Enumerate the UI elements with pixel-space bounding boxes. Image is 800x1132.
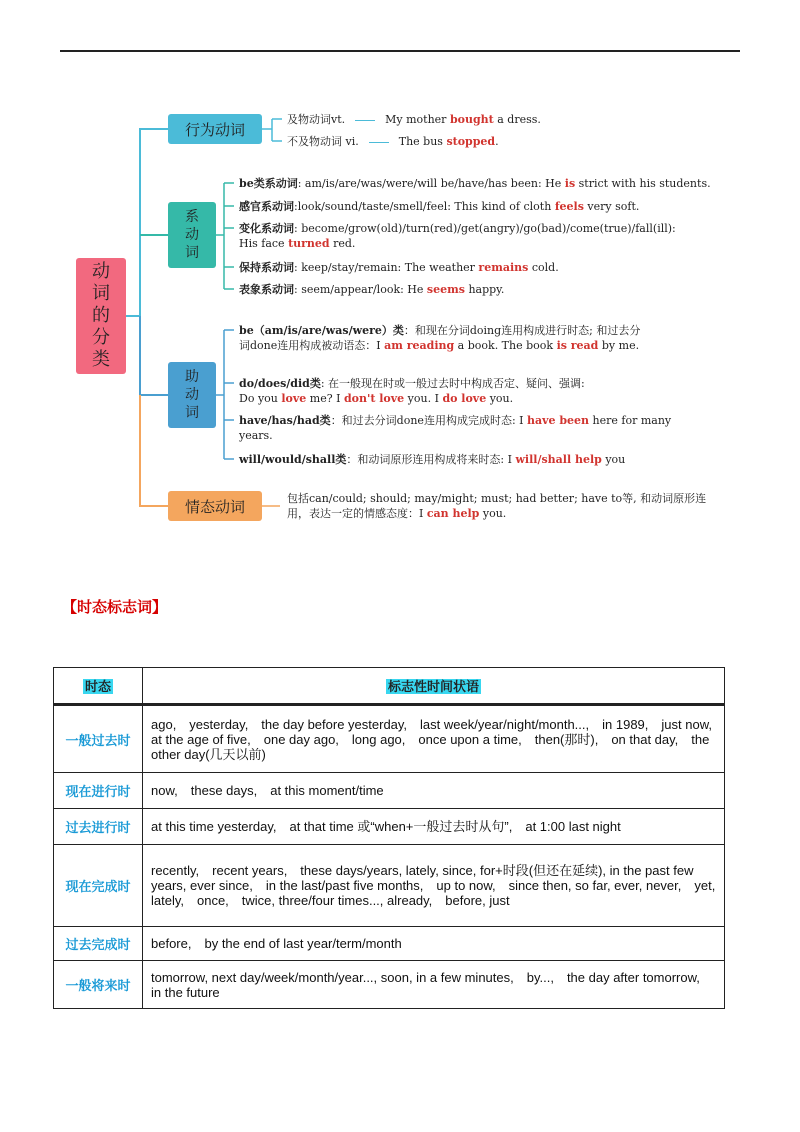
table-header-row xyxy=(54,668,725,705)
tense-markers: at this time yesterday, at that time 或“when+一般过去时从句”, at 1:00 last night xyxy=(143,809,725,845)
table-row xyxy=(54,927,725,961)
branch-xingwei: 行为动词 xyxy=(168,114,262,144)
branch-zhu-char: 词 xyxy=(185,405,199,421)
leaf-change-linking: 变化系动词: become/grow(old)/turn(red)/get(angry)/go(bad)/come(true)/fall(ill): His face turned red. xyxy=(239,222,676,250)
tense-markers: before, by the end of last year/term/month xyxy=(143,927,725,961)
tense-markers: tomorrow, next day/week/month/year..., soon, in a few minutes, by..., the day after tomorrow, in the future xyxy=(143,961,725,1009)
branch-zhu-char: 动 xyxy=(185,387,199,403)
leaf-aux-be: be（am/is/are/was/were）类：和现在分词doing连用构成进行时态; 和过去分词done连用构成被动语态：I am reading a book. The book is read by me. xyxy=(239,324,641,352)
branch-xi-char: 词 xyxy=(185,245,199,261)
section-title: 【时态标志词】 xyxy=(62,598,168,616)
leaf-sense-linking: 感官系动词:look/sound/taste/smell/feel: This kind of cloth feels very soft. xyxy=(239,200,640,213)
tense-name: 一般将来时 xyxy=(54,961,143,1009)
leaf-keep-linking: 保持系动词: keep/stay/remain: The weather remains cold. xyxy=(239,261,559,274)
tense-markers: ago, yesterday, the day before yesterday, last week/year/night/month..., in 1989, just now, at the age of five, one day ago, long ago, once upon a time, then(那时), on that day, the other day(几天以前) xyxy=(143,705,725,773)
table-row xyxy=(54,773,725,809)
tense-markers: recently, recent years, these days/years, lately, since, for+时段(但还在延续), in the past few years, ever since, in the last/past five months, up to now, since then, so far, ever, never, yet, lately, once, twice, three/four times..., already, before, just xyxy=(143,845,725,927)
tense-name: 现在进行时 xyxy=(54,773,143,809)
table-row xyxy=(54,845,725,927)
header-markers: 标志性时间状语 xyxy=(143,668,725,705)
root-char: 词 xyxy=(92,283,110,304)
leaf-aux-have: have/has/had类：和过去分词done连用构成完成时态: I have been here for many years. xyxy=(239,414,672,442)
root-char: 动 xyxy=(92,261,110,282)
branch-qingtai: 情态动词 xyxy=(168,491,262,521)
tense-name: 过去完成时 xyxy=(54,927,143,961)
leaf-seem-linking: 表象系动词: seem/appear/look: He seems happy. xyxy=(239,283,505,296)
table-row xyxy=(54,809,725,845)
leaf-intransitive: 不及物动词 vi. The bus stopped. xyxy=(287,135,499,148)
root-char: 的 xyxy=(92,305,110,326)
tense-name: 一般过去时 xyxy=(54,705,143,773)
tense-name: 现在完成时 xyxy=(54,845,143,927)
root-node xyxy=(76,258,126,374)
leaf-transitive: 及物动词vt. My mother bought a dress. xyxy=(287,113,541,126)
leaf-modal: 包括can/could; should; may/might; must; had better; have to等, 和动词原形连用，表达一定的情感态度：I can help you. xyxy=(287,492,707,520)
tense-marker-table xyxy=(53,667,729,1009)
root-char: 类 xyxy=(92,349,110,370)
tense-name: 过去进行时 xyxy=(54,809,143,845)
leaf-be-linking: be类系动词: am/is/are/was/were/will be/have/has been: He is strict with his students. xyxy=(239,177,711,190)
branch-zhu xyxy=(168,362,216,428)
root-char: 分 xyxy=(92,327,110,348)
branch-xi xyxy=(168,202,216,268)
branch-zhu-char: 助 xyxy=(185,369,199,385)
leaf-aux-do: do/does/did类: 在一般现在时或一般过去时中构成否定、疑问、强调: Do you love me? I don't love you. I do love you. xyxy=(239,377,585,405)
tense-markers: now, these days, at this moment/time xyxy=(143,773,725,809)
branch-xi-char: 系 xyxy=(185,209,199,225)
leaf-aux-will: will/would/shall类：和动词原形连用构成将来时态: I will/shall help you xyxy=(239,453,626,466)
table-row xyxy=(54,705,725,773)
branch-xi-char: 动 xyxy=(185,227,199,243)
header-tense: 时态 xyxy=(54,668,143,705)
table-row xyxy=(54,961,725,1009)
